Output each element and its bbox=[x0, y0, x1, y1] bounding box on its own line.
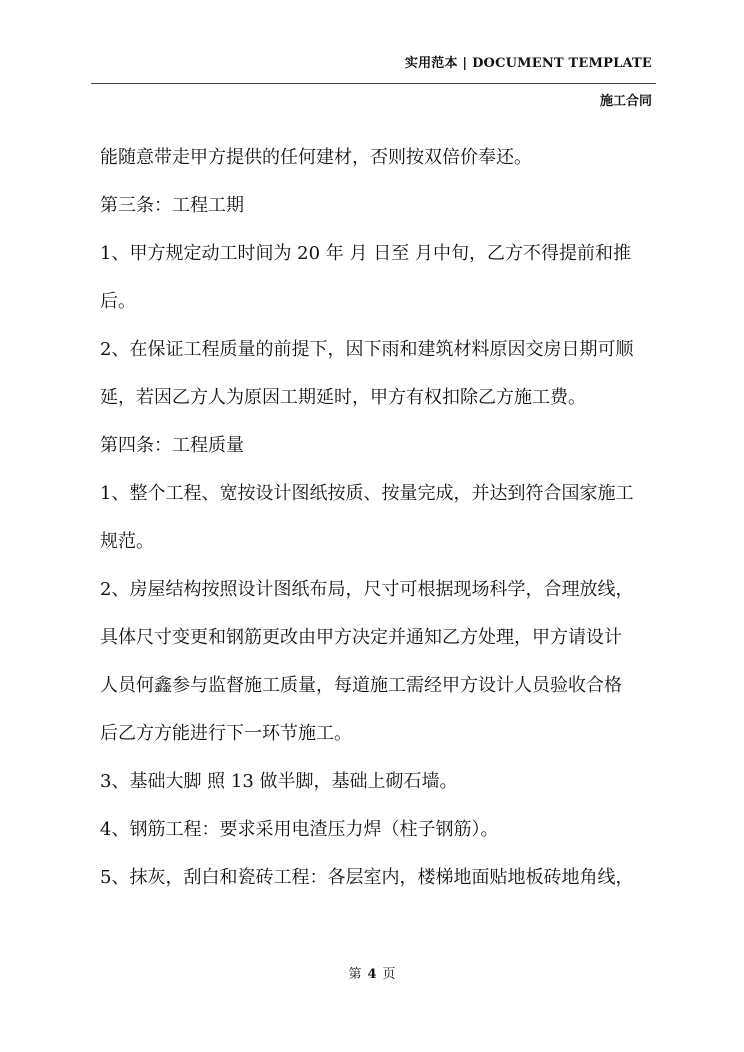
body-line: 1、整个工程、宽按设计图纸按质、按量完成，并达到符合国家施工 bbox=[100, 483, 634, 504]
footer-suffix: 页 bbox=[382, 967, 396, 982]
page-number: 4 bbox=[367, 967, 377, 982]
header-title: 实用范本 | DOCUMENT TEMPLATE bbox=[404, 56, 652, 71]
header-divider bbox=[91, 83, 656, 84]
body-line: 规范。 bbox=[100, 531, 154, 552]
footer-prefix: 第 bbox=[348, 967, 362, 982]
body-line: 4、钢筋工程：要求采用电渣压力焊（柱子钢筋）。 bbox=[100, 819, 499, 840]
body-line: 5、抹灰，刮白和瓷砖工程：各层室内，楼梯地面贴地板砖地角线， bbox=[100, 867, 634, 888]
section-heading: 第三条：工程工期 bbox=[100, 195, 244, 216]
body-line: 人员何鑫参与监督施工质量，每道施工需经甲方设计人员验收合格 bbox=[100, 675, 622, 696]
header-subtitle: 施工合同 bbox=[599, 94, 652, 109]
page-footer bbox=[0, 963, 744, 982]
body-line: 1、甲方规定动工时间为 20 年 月 日至 月中旬，乙方不得提前和推 bbox=[100, 243, 631, 264]
body-line: 具体尺寸变更和钢筋更改由甲方决定并通知乙方处理，甲方请设计 bbox=[100, 627, 622, 648]
body-line: 2、在保证工程质量的前提下，因下雨和建筑材料原因交房日期可顺 bbox=[100, 339, 634, 360]
body-line: 后乙方方能进行下一环节施工。 bbox=[100, 723, 352, 744]
body-line: 2、房屋结构按照设计图纸布局，尺寸可根据现场科学，合理放线， bbox=[100, 579, 634, 600]
body-line: 延，若因乙方人为原因工期延时，甲方有权扣除乙方施工费。 bbox=[100, 387, 586, 408]
body-line: 后。 bbox=[100, 291, 136, 312]
body-line: 能随意带走甲方提供的任何建材，否则按双倍价奉还。 bbox=[100, 147, 532, 168]
document-body bbox=[100, 138, 660, 906]
body-line: 3、基础大脚 照 13 做半脚，基础上砌石墙。 bbox=[100, 771, 458, 792]
section-heading: 第四条：工程质量 bbox=[100, 435, 244, 456]
